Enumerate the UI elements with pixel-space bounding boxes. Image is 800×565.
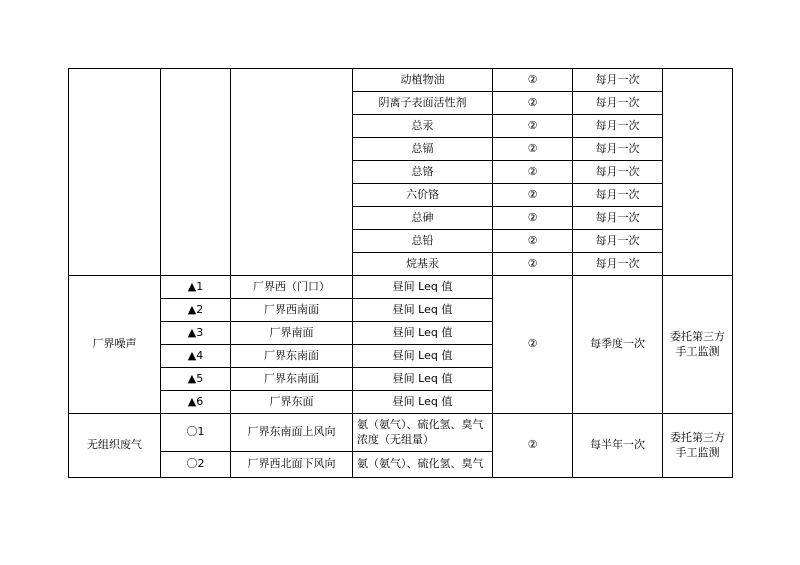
point-cell: 厂界东面 (231, 391, 353, 414)
number-cell: ▲1 (161, 276, 231, 299)
point-cell: 厂界西北面下风向 (231, 452, 353, 478)
frequency-cell: 每月一次 (573, 253, 663, 276)
point-cell: 厂界西南面 (231, 299, 353, 322)
remark-cell-continued (663, 69, 733, 276)
method-cell: ② (493, 69, 573, 92)
factor-cell: 昼间 Leq 值 (353, 276, 493, 299)
factor-cell: 总铅 (353, 230, 493, 253)
factor-cell: 总汞 (353, 115, 493, 138)
point-cell-continued (231, 69, 353, 276)
method-cell: ② (493, 115, 573, 138)
factor-cell: 总砷 (353, 207, 493, 230)
factor-cell: 烷基汞 (353, 253, 493, 276)
number-cell: 〇2 (161, 452, 231, 478)
method-cell: ② (493, 184, 573, 207)
factor-cell: 昼间 Leq 值 (353, 368, 493, 391)
number-cell: ▲6 (161, 391, 231, 414)
method-cell-noise: ② (493, 276, 573, 414)
method-cell: ② (493, 207, 573, 230)
point-cell: 厂界南面 (231, 322, 353, 345)
factor-cell: 总铬 (353, 161, 493, 184)
method-cell: ② (493, 92, 573, 115)
category-cell-fugitive: 无组织废气 (69, 414, 161, 478)
method-cell: ② (493, 161, 573, 184)
point-cell: 厂界东南面 (231, 345, 353, 368)
factor-cell: 氨（氨气）、硫化氢、臭气浓度（无组量） (353, 414, 493, 452)
factor-cell: 六价铬 (353, 184, 493, 207)
factor-cell: 昼间 Leq 值 (353, 391, 493, 414)
table-row (69, 414, 733, 452)
number-cell: ▲2 (161, 299, 231, 322)
factor-cell: 阴离子表面活性剂 (353, 92, 493, 115)
category-cell-continued (69, 69, 161, 276)
frequency-cell: 每月一次 (573, 207, 663, 230)
number-cell: ▲5 (161, 368, 231, 391)
frequency-cell: 每月一次 (573, 184, 663, 207)
monitoring-plan-table (68, 68, 733, 478)
number-cell: 〇1 (161, 414, 231, 452)
remark-cell-noise: 委托第三方手工监测 (663, 276, 733, 414)
frequency-cell: 每月一次 (573, 92, 663, 115)
point-cell: 厂界东南面上风向 (231, 414, 353, 452)
factor-cell: 昼间 Leq 值 (353, 299, 493, 322)
frequency-cell: 每月一次 (573, 161, 663, 184)
method-cell-fugitive: ② (493, 414, 573, 478)
category-cell-noise: 厂界噪声 (69, 276, 161, 414)
table-row (69, 276, 733, 299)
method-cell: ② (493, 138, 573, 161)
frequency-cell: 每月一次 (573, 138, 663, 161)
method-cell: ② (493, 230, 573, 253)
frequency-cell-noise: 每季度一次 (573, 276, 663, 414)
factor-cell: 动植物油 (353, 69, 493, 92)
table-row (69, 69, 733, 92)
factor-cell: 氨（氨气）、硫化氢、臭气 (353, 452, 493, 478)
point-cell: 厂界东南面 (231, 368, 353, 391)
frequency-cell-fugitive: 每半年一次 (573, 414, 663, 478)
factor-cell: 总镉 (353, 138, 493, 161)
point-cell: 厂界西（门口） (231, 276, 353, 299)
frequency-cell: 每月一次 (573, 69, 663, 92)
factor-cell: 昼间 Leq 值 (353, 322, 493, 345)
frequency-cell: 每月一次 (573, 230, 663, 253)
frequency-cell: 每月一次 (573, 115, 663, 138)
method-cell: ② (493, 253, 573, 276)
number-cell: ▲4 (161, 345, 231, 368)
number-cell: ▲3 (161, 322, 231, 345)
remark-cell-fugitive: 委托第三方手工监测 (663, 414, 733, 478)
factor-cell: 昼间 Leq 值 (353, 345, 493, 368)
number-cell-continued (161, 69, 231, 276)
monitoring-plan-table-container (68, 68, 732, 478)
